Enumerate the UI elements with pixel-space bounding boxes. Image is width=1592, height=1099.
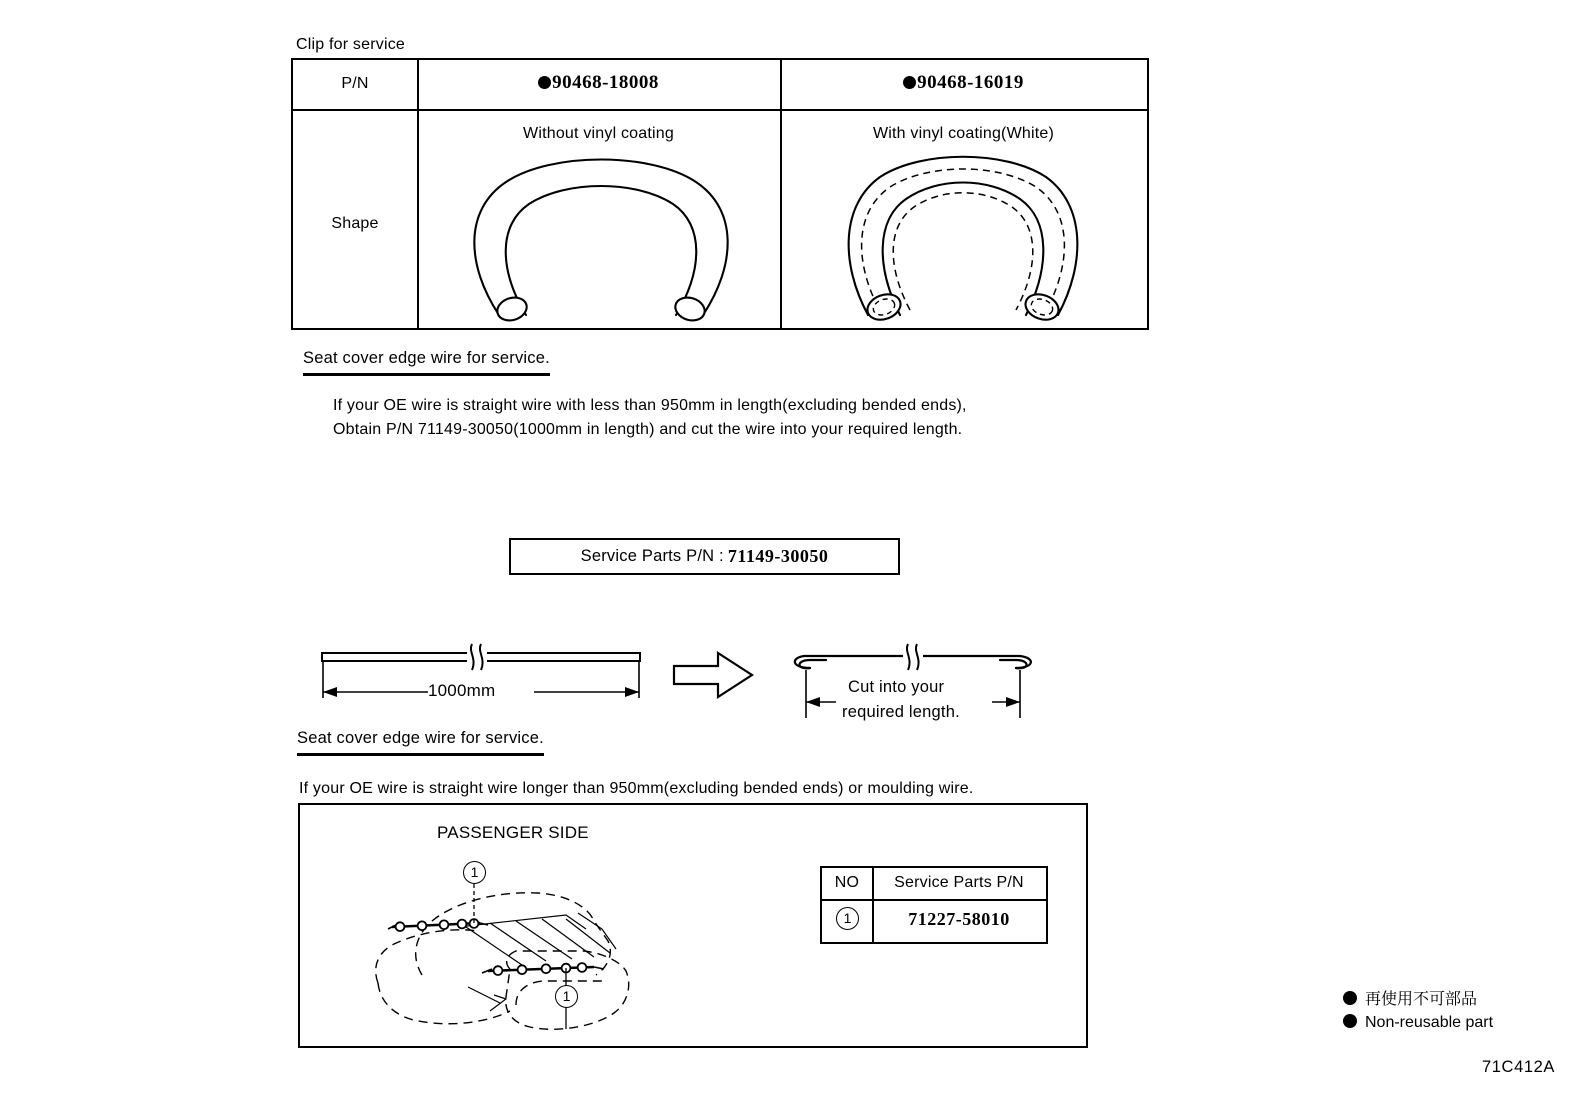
legend-text-japanese: 再使用不可部品 [1365, 991, 1478, 1008]
cut-length-label-line-2: required length. [842, 703, 960, 721]
wire-length-dimension-label: 1000mm [428, 681, 496, 700]
no-table-header-divider [822, 899, 1046, 901]
table-column-divider-2 [780, 60, 782, 328]
cut-length-label-line-1: Cut into your [848, 678, 945, 696]
non-reusable-dot-icon [1343, 1014, 1357, 1028]
wire-section-short-body-line-1: If your OE wire is straight wire with less than 950mm in length(excluding bended ends), [333, 397, 967, 414]
non-reusable-dot-icon [903, 76, 916, 89]
part-number-cell-2 [780, 72, 1147, 94]
service-parts-pn-label: Service Parts P/N : [580, 547, 724, 565]
service-parts-pn-box [509, 538, 900, 575]
shape-caption-2: With vinyl coating(White) [872, 125, 1055, 142]
wire-section-short-body-line-2: Obtain P/N 71149-30050(1000mm in length) and cut the wire into your required length. [333, 421, 963, 438]
part-number-value-1: 90468-18008 [552, 72, 659, 93]
clip-shape-drawing-coated [838, 155, 1088, 320]
figure-code: 71C412A [1482, 1058, 1556, 1076]
wire-section-long-body: If your OE wire is straight wire longer than 950mm(excluding bended ends) or moulding wire. [299, 780, 974, 797]
callout-circle-lower: 1 [555, 985, 578, 1008]
service-parts-reference-table [820, 866, 1048, 944]
clip-section-heading: Clip for service [296, 36, 406, 53]
non-reusable-dot-icon [538, 76, 551, 89]
non-reusable-dot-icon [1343, 991, 1357, 1005]
wire-section-short-heading: Seat cover edge wire for service. [303, 349, 550, 376]
legend-text-english: Non-reusable part [1365, 1014, 1494, 1031]
row-label-pn: P/N [341, 75, 369, 92]
no-table-header-no: NO [834, 874, 860, 891]
legend-row-english [1343, 1014, 1493, 1032]
part-number-value-2: 90468-16019 [917, 72, 1024, 93]
clip-shape-drawing-plain [456, 155, 746, 320]
process-arrow-icon [672, 650, 756, 700]
row-label-shape: Shape [331, 215, 379, 232]
service-parts-pn-value: 71149-30050 [727, 546, 829, 566]
shape-caption-1: Without vinyl coating [523, 125, 674, 142]
table-header-divider [293, 109, 1147, 111]
wire-section-long-heading: Seat cover edge wire for service. [297, 729, 544, 756]
no-table-header-pn: Service Parts P/N [894, 874, 1024, 891]
callout-circle-upper: 1 [463, 861, 486, 884]
straight-wire-diagram [300, 636, 660, 716]
no-table-row-pn: 71227-58010 [908, 909, 1010, 929]
seat-cushion-drawing [370, 857, 690, 1037]
part-number-cell-1 [417, 72, 780, 94]
passenger-side-label: PASSENGER SIDE [437, 823, 589, 842]
legend-row-japanese [1343, 986, 1477, 1009]
no-table-row-no: 1 [836, 907, 859, 930]
clip-parts-table [291, 58, 1149, 330]
table-column-divider-1 [417, 60, 419, 328]
